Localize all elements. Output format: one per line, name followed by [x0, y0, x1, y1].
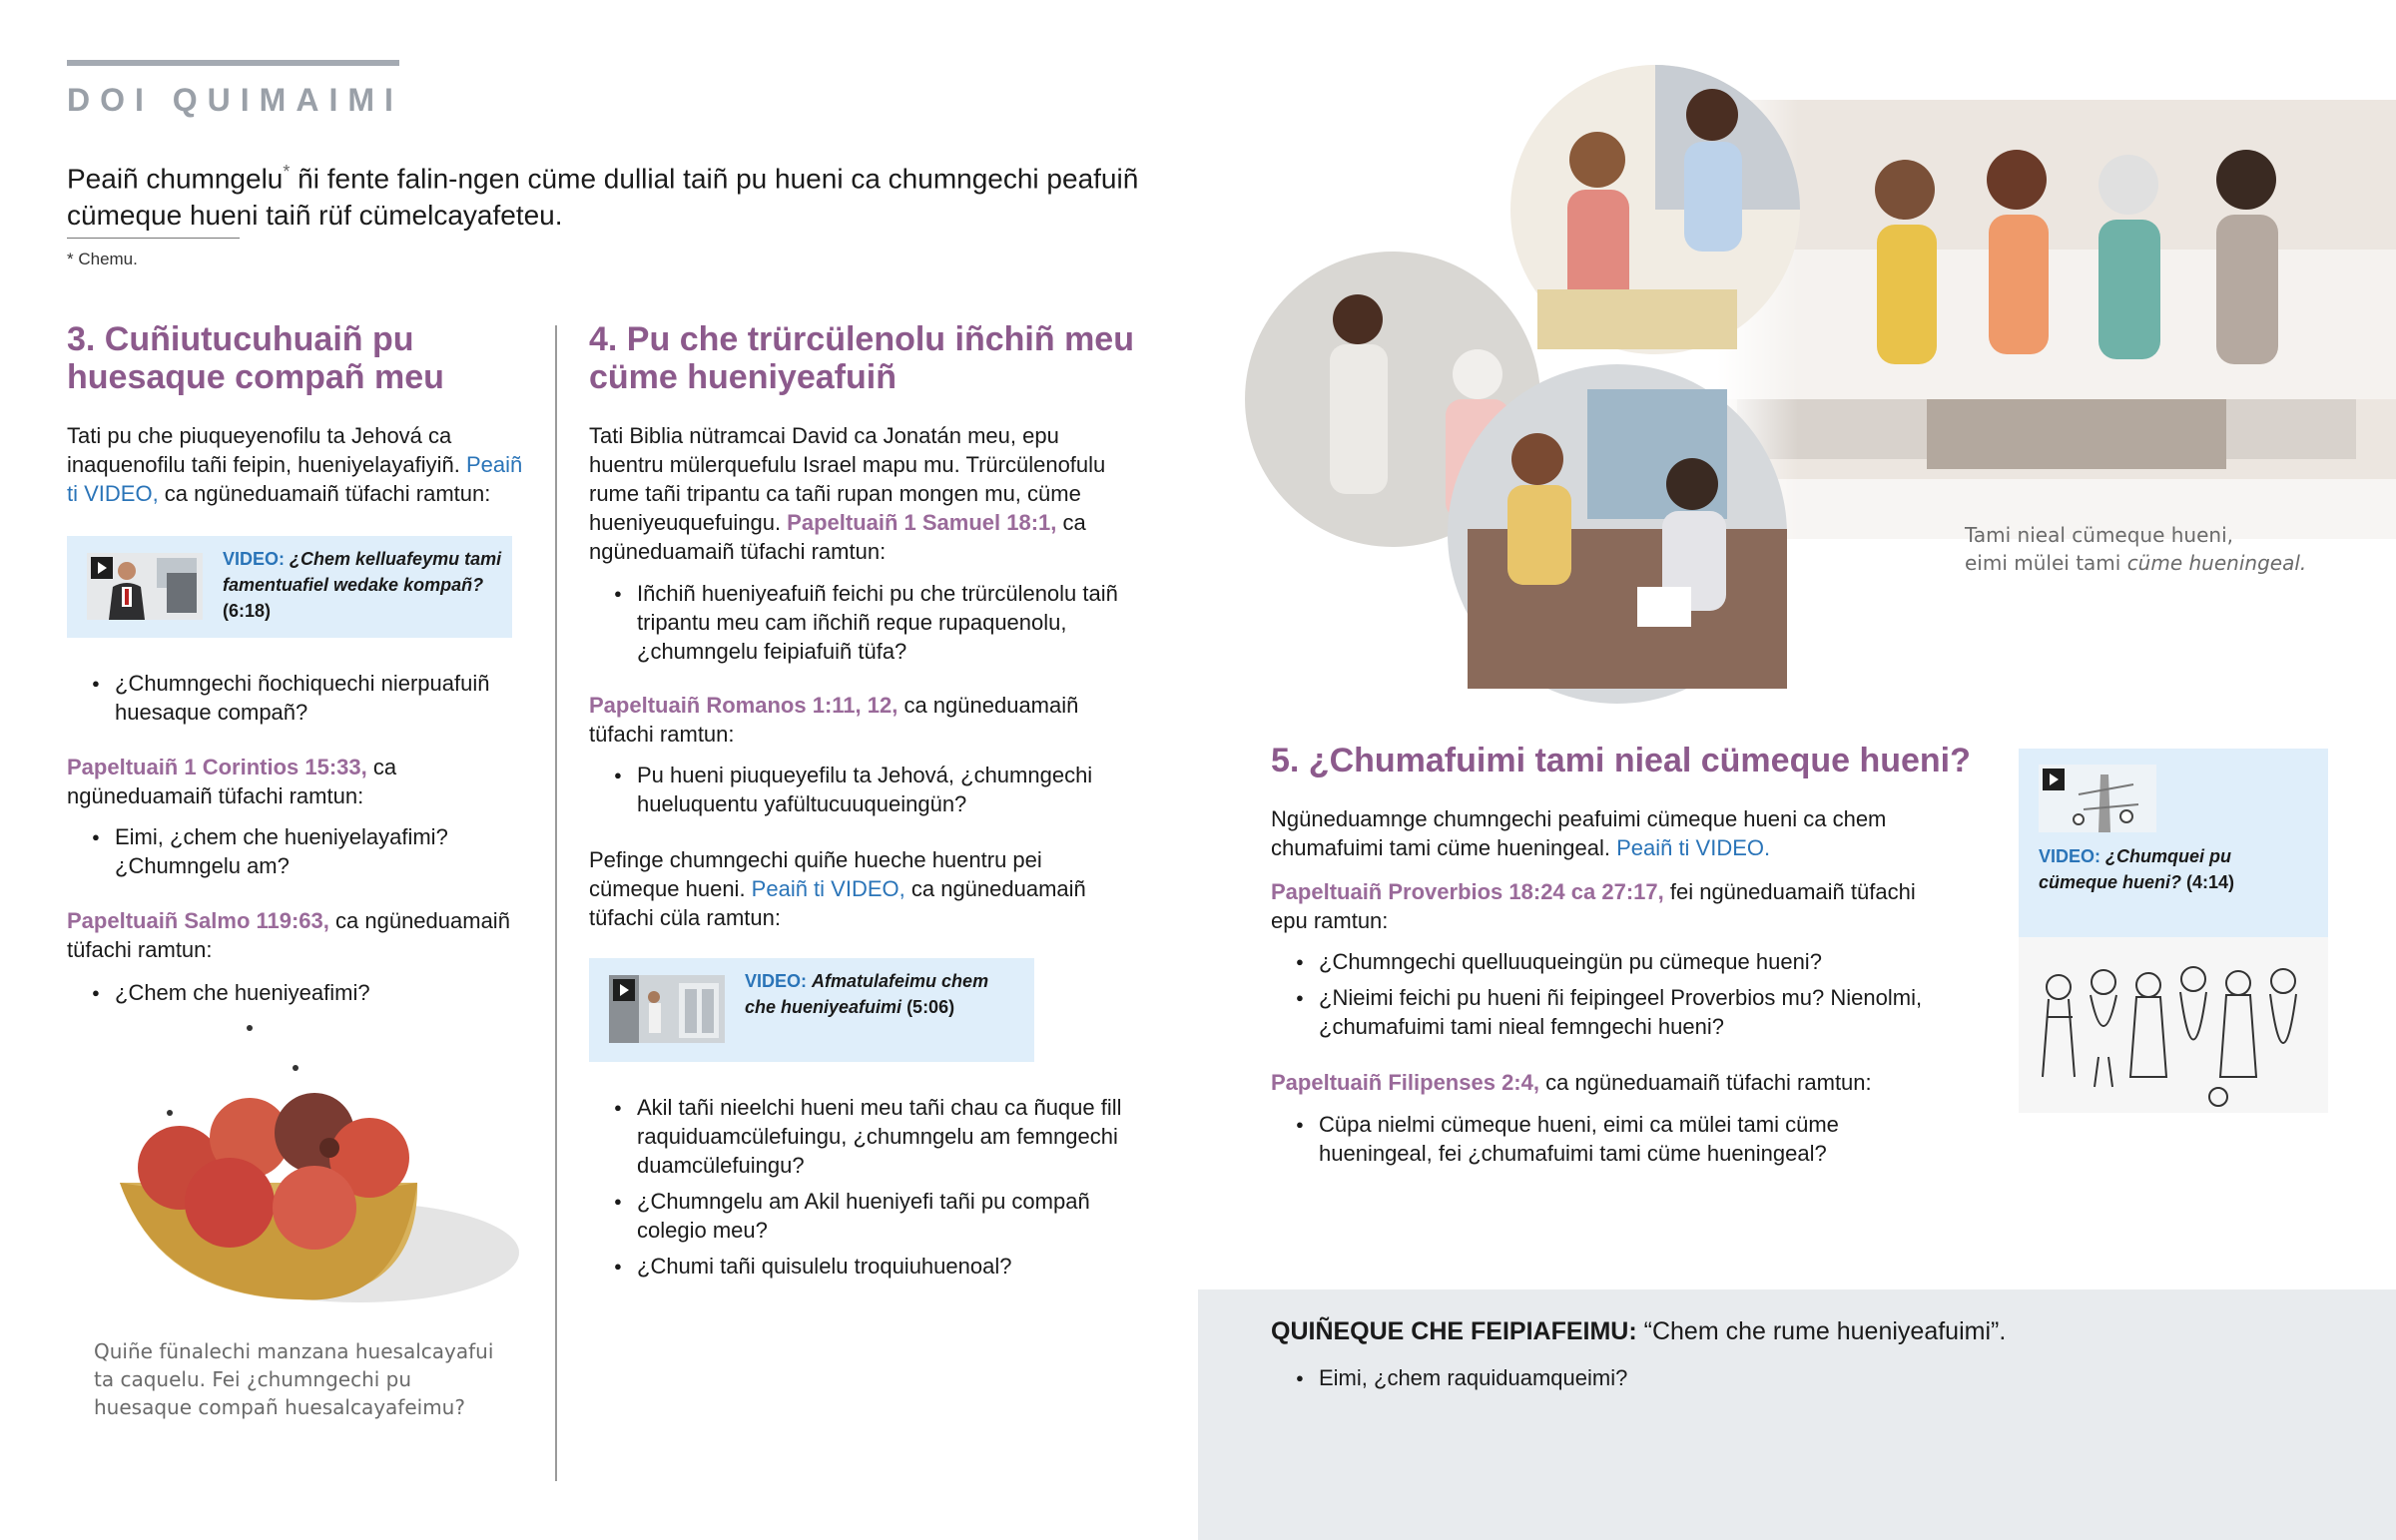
scripture-link[interactable]: Papeltuaiñ 1 Samuel 18:1,: [787, 510, 1057, 535]
question: ● ¿Chem che hueniyeafimi?: [67, 978, 536, 1007]
section-3-questions-a: [67, 669, 536, 734]
section-5-paragraph: Ngüneduamnge chumngechi peafuimi cümeque hueni ca chem chumafuimi tami cüme hueningeal. Peaiñ ti VIDEO.: [1271, 806, 1887, 860]
section-4-paragraph: Tati Biblia nütramcai David ca Jonatán meu, epu huentru mülerquefulu Israel mapu mu. Trürcülenofulu rume tañi tripantu ca tañi rupan mongen mu, cüme hueniyeuquefuingu. Papeltuaiñ 1 Samuel 18:1, ca ngüneduamaiñ tüfachi ramtun:: [589, 423, 1106, 564]
column-divider: [555, 325, 557, 1481]
scripture-reference: Papeltuaiñ Romanos 1:11, 12, ca ngüneduamaiñ tüfachi ramtun:: [589, 693, 1079, 747]
footnote-marker: *: [283, 162, 291, 182]
section-4-questions-b: [589, 761, 1128, 825]
question: ● Akil tañi nieelchi hueni meu tañi chau ca ñuque fill raquiduamcülefuingu, ¿chumngelu am femngechi duamcülefuingu?: [589, 1093, 1128, 1180]
video-label: VIDEO: ¿Chem kelluafeymu tami famentuafiel wedake kompañ? (6:18): [223, 549, 502, 621]
section-4-paragraph-2: Pefinge chumngechi quiñe hueche huentru pei cümeque hueni. Peaiñ ti VIDEO, ca ngüneduamaiñ tüfachi cüla ramtun:: [589, 847, 1086, 930]
scripture-link[interactable]: Papeltuaiñ Salmo 119:63,: [67, 908, 329, 933]
play-icon[interactable]: [91, 557, 113, 579]
question: ● ¿Chumi tañi quisulelu troquiuhuenoal?: [589, 1252, 1128, 1281]
footnote-rule: [67, 238, 240, 239]
question: ● Eimi, ¿chem che hueniyelayafimi? ¿Chumngelu am?: [67, 822, 536, 880]
question: ● Cüpa nielmi cümeque hueni, eimi ca mülei tami cüme hueningeal, fei ¿chumafuimi tami cüme hueningeal?: [1271, 1110, 1930, 1168]
video-card[interactable]: [2019, 749, 2328, 1113]
question: ● Pu hueni piuqueyefilu ta Jehová, ¿chumngechi hueluquentu yafültucuuqueingün?: [589, 761, 1128, 818]
question: ● ¿Nieimi feichi pu hueni ñi feipingeel Proverbios mu? Nienolmi, ¿chumafuimi tami nieal femngechi hueni?: [1271, 983, 1930, 1041]
section-5-questions-b: [1271, 1110, 1930, 1175]
discussion-questions: [1271, 1363, 2070, 1399]
question: ● ¿Chumngechi ñochiquechi nierpuafuiñ huesaque compañ?: [67, 669, 536, 727]
video-thumbnail[interactable]: [609, 975, 725, 1043]
section-3-title: 3. Cuñiutucuhuaiñ pu huesaque compañ meu: [67, 320, 444, 396]
section-4-title: 4. Pu che trürcülenolu iñchiñ meu cüme hueniyeafuiñ: [589, 320, 1134, 396]
friends-illustration: [1238, 60, 2396, 709]
video-thumbnail[interactable]: [87, 553, 203, 620]
scripture-reference: Papeltuaiñ 1 Corintios 15:33, ca ngüneduamaiñ tüfachi ramtun:: [67, 755, 397, 808]
scripture-link[interactable]: Papeltuaiñ Proverbios 18:24 ca 27:17,: [1271, 879, 1664, 904]
scripture-reference: Papeltuaiñ Salmo 119:63, ca ngüneduamaiñ tüfachi ramtun:: [67, 908, 510, 962]
scripture-reference: Papeltuaiñ Filipenses 2:4, ca ngüneduamaiñ tüfachi ramtun:: [1271, 1070, 1872, 1095]
section-5-questions-a: [1271, 947, 1930, 1048]
video-card[interactable]: [589, 958, 1034, 1062]
intro-paragraph: Peaiñ chumngelu* ñi fente falin-ngen cüme dullial taiñ pu hueni ca chumngechi peafuiñ cümeque hueni taiñ rüf cümelcayafeteu.: [67, 162, 1139, 232]
scripture-link[interactable]: Papeltuaiñ Filipenses 2:4,: [1271, 1070, 1539, 1095]
video-card[interactable]: [67, 536, 512, 638]
play-icon[interactable]: [2043, 769, 2065, 790]
section-3-paragraph: Tati pu che piuqueyenofilu ta Jehová ca inaquenofilu tañi feipin, hueniyelayafiyiñ. Peaiñ ti VIDEO, ca ngüneduamaiñ tüfachi ramtun:: [67, 423, 523, 506]
section-4-questions-c: [589, 1093, 1128, 1287]
characters-illustration: [2019, 937, 2328, 1113]
question: ● ¿Chumngechi quelluuqueingün pu cümeque hueni?: [1271, 947, 1930, 976]
footnote: * Chemu.: [67, 250, 138, 268]
video-label: VIDEO: Afmatulafeimu chem che hueniyeafuimi (5:06): [745, 971, 989, 1017]
video-link[interactable]: Peaiñ ti VIDEO,: [751, 876, 905, 901]
scripture-reference: Papeltuaiñ Proverbios 18:24 ca 27:17, fei ngüneduamaiñ tüfachi epu ramtun:: [1271, 879, 1916, 933]
scripture-link[interactable]: Papeltuaiñ 1 Corintios 15:33,: [67, 755, 367, 779]
friends-caption: Tami nieal cümeque hueni, eimi mülei tami cüme hueningeal.: [1965, 523, 2307, 575]
video-link[interactable]: Peaiñ ti VIDEO,: [67, 452, 523, 506]
header-rule: [67, 60, 399, 66]
discussion-prompt: QUIÑEQUE CHE FEIPIAFEIMU: “Chem che rume hueniyeafuimi”.: [1271, 1317, 2007, 1345]
video-label: VIDEO: ¿Chumquei pu cümeque hueni? (4:14): [2039, 846, 2235, 892]
kicker-heading: DOI QUIMAIMI: [67, 82, 403, 118]
section-3-questions-b: [67, 822, 536, 887]
video-thumbnail[interactable]: [2039, 765, 2156, 832]
apple-bowl-illustration: [100, 1008, 519, 1317]
section-5-title: 5. ¿Chumafuimi tami nieal cümeque hueni?: [1271, 742, 1971, 779]
apple-caption: Quiñe fünalechi manzana huesalcayafui ta caquelu. Fei ¿chumngechi pu huesaque compañ huesalcayafeimu?: [94, 1339, 494, 1419]
question: ● ¿Chumngelu am Akil hueniyefi tañi pu compañ colegio meu?: [589, 1187, 1128, 1245]
scripture-link[interactable]: Papeltuaiñ Romanos 1:11, 12,: [589, 693, 898, 718]
section-4-questions-a: [589, 579, 1128, 673]
question: ● Iñchiñ hueniyeafuiñ feichi pu che trürcülenolu taiñ tripantu meu cam iñchiñ reque rupaquenolu, ¿chumngelu feipiafuiñ tüfa?: [589, 579, 1128, 666]
play-icon[interactable]: [613, 979, 635, 1001]
video-link[interactable]: Peaiñ ti VIDEO.: [1616, 835, 1771, 860]
question: ● Eimi, ¿chem raquiduamqueimi?: [1271, 1363, 2070, 1392]
